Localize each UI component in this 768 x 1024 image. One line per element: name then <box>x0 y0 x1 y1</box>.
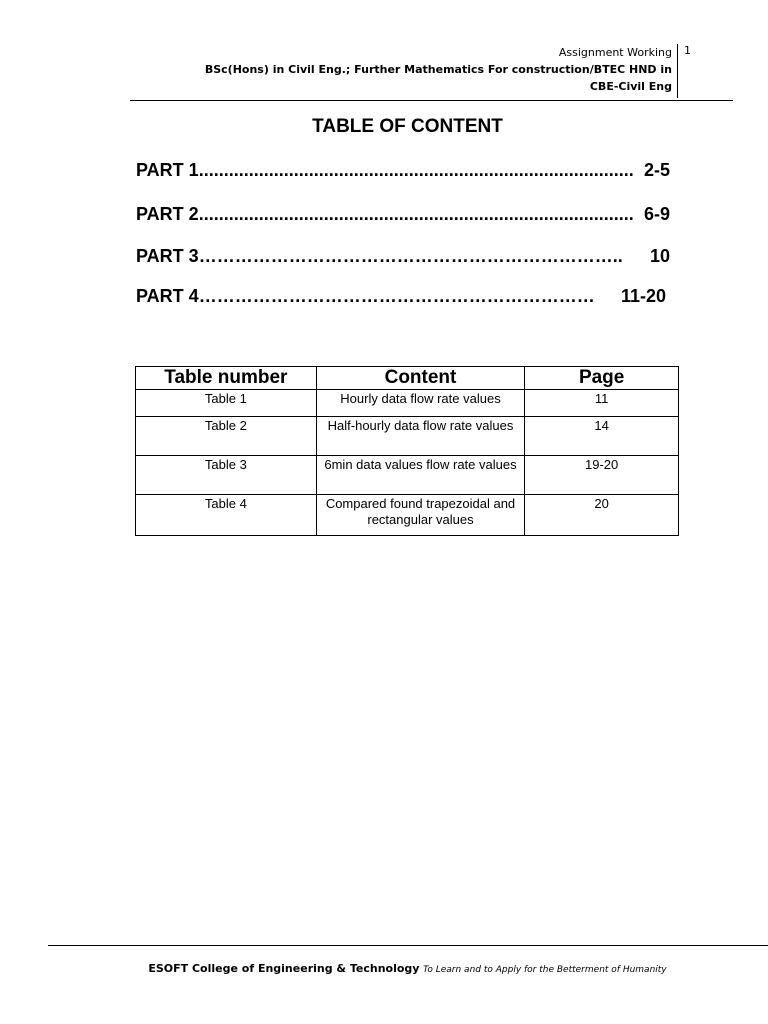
footer-college: ESOFT College of Engineering & Technology <box>148 962 420 975</box>
table-row <box>136 390 679 417</box>
toc-page: 11-20 <box>620 286 666 306</box>
column-header-table-number: Table number <box>136 367 317 390</box>
table-row <box>136 456 679 495</box>
page-number: 1 <box>684 44 691 57</box>
header-program: CBE-Civil Eng <box>589 80 672 93</box>
page-cell: 11 <box>525 390 679 417</box>
content-cell: Compared found trapezoidal and rectangular values <box>316 495 525 536</box>
column-header-page: Page <box>525 367 679 390</box>
content-cell: Hourly data flow rate values <box>316 390 525 417</box>
table-row <box>136 417 679 456</box>
footer <box>0 962 768 975</box>
header-divider <box>677 44 678 98</box>
footer-motto: To Learn and to Apply for the Betterment of Humanity <box>422 965 667 975</box>
page-cell: 19-20 <box>525 456 679 495</box>
footer-rule <box>48 945 768 946</box>
header-course: BSc(Hons) in Civil Eng.; Further Mathematics For construction/BTEC HND in <box>204 63 672 76</box>
toc-entry-part-1 <box>136 160 670 181</box>
column-header-content: Content <box>316 367 525 390</box>
toc-page: 6-9 <box>643 204 670 224</box>
table-number-cell: Table 4 <box>136 495 317 536</box>
content-cell: 6min data values flow rate values <box>316 456 525 495</box>
page-title: TABLE OF CONTENT <box>312 116 503 137</box>
table-number-cell: Table 2 <box>136 417 317 456</box>
table-number-cell: Table 3 <box>136 456 317 495</box>
toc-leader: ....................................................................................... <box>198 204 634 224</box>
toc-leader: ....................................................................................... <box>198 160 634 180</box>
header-assignment: Assignment Working <box>558 46 672 59</box>
toc-entry-part-3 <box>136 246 670 267</box>
table-number-cell: Table 1 <box>136 390 317 417</box>
table-row <box>136 495 679 536</box>
toc-page: 2-5 <box>643 160 670 180</box>
toc-label: PART 3 <box>136 246 199 266</box>
running-header <box>205 44 672 95</box>
toc-entry-part-2 <box>136 204 670 225</box>
page-cell: 20 <box>525 495 679 536</box>
toc-leader: …………………………………………………………….. <box>198 246 623 266</box>
toc-label: PART 2 <box>136 204 199 224</box>
toc-page: 10 <box>649 246 670 266</box>
content-cell: Half-hourly data flow rate values <box>316 417 525 456</box>
toc-leader: ………………………………………………………… <box>198 286 595 306</box>
toc-entry-part-4 <box>136 286 666 307</box>
page-cell: 14 <box>525 417 679 456</box>
header-rule <box>130 100 733 101</box>
table-index <box>135 366 679 536</box>
table-header-row <box>136 367 679 390</box>
toc-label: PART 1 <box>136 160 199 180</box>
toc-label: PART 4 <box>136 286 199 306</box>
